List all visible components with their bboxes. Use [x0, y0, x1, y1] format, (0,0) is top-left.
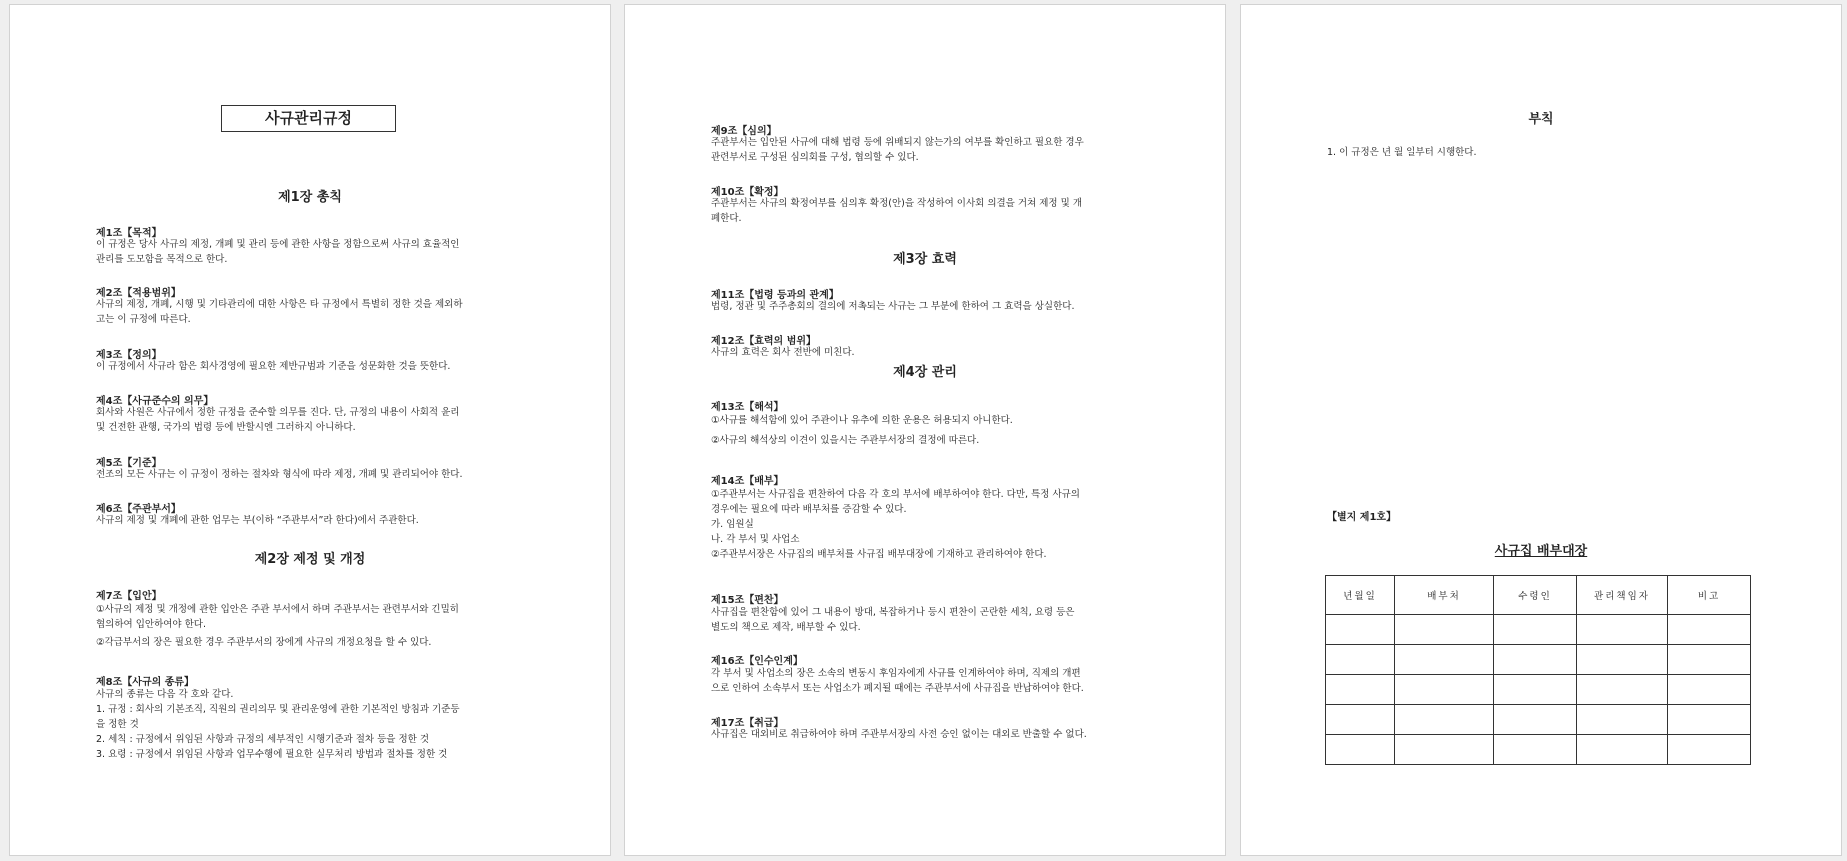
column-header-manager: 관리책임자	[1577, 576, 1668, 615]
article-11-body	[711, 299, 1151, 314]
article-15-body	[711, 605, 1151, 635]
column-header-recipient-dept: 배부처	[1395, 576, 1494, 615]
article-9-body	[711, 135, 1151, 165]
article-10-heading: 제10조【확정】	[711, 187, 784, 198]
text-line: 및 건전한 관행, 국가의 법령 등에 반할시엔 그러하지 아니하다.	[96, 422, 356, 433]
text-line: ①사규를 해석함에 있어 주관이나 유추에 의한 운용은 허용되지 아니한다.	[711, 415, 1013, 426]
table-row	[1326, 675, 1751, 705]
text-line: 으로 인하여 소속부서 또는 사업소가 폐지될 때에는 주관부서에 사규집을 반납하여야 한다.	[711, 683, 1084, 694]
text-line: 관련부서로 구성된 심의회를 구성, 협의할 수 있다.	[711, 152, 919, 163]
text-line: 주관부서는 입안된 사규에 대해 법령 등에 위배되지 않는가의 여부를 확인하고 필요한 경우	[711, 137, 1084, 148]
text-line: 고는 이 규정에 따른다.	[96, 314, 191, 325]
distribution-register-table	[1325, 575, 1751, 765]
text-line: 3. 요령 : 규정에서 위임된 사항과 업무수행에 필요한 실무처리 방법과 절차를 정한 것	[96, 749, 448, 760]
article-14-heading: 제14조【배부】	[711, 476, 784, 487]
article-3-heading: 제3조【정의】	[96, 350, 162, 361]
article-2-body	[96, 297, 536, 327]
text-line: ②사규의 해석상의 이견이 있을시는 주관부서장의 결정에 따른다.	[711, 435, 980, 446]
text-line: 각 부서 및 사업소의 장은 소속의 변동시 후임자에게 사규를 인계하여야 하며, 직제의 개편	[711, 668, 1081, 679]
text-line: 주관부서는 사규의 확정여부를 심의후 확정(안)을 작성하여 이사회 의결을 거쳐 제정 및 개	[711, 198, 1083, 209]
text-line: 2. 세칙 : 규정에서 위임된 사항과 규정의 세부적인 시행기준과 절차 등을 정한 것	[96, 734, 429, 745]
article-8-heading: 제8조【사규의 종류】	[96, 677, 195, 688]
chapter-4-heading: 제4장 관리	[893, 365, 957, 380]
text-line: ②주관부서장은 사규집의 배부처를 사규집 배부대장에 기재하고 관리하여야 한다.	[711, 549, 1047, 560]
text-line: 이 규정은 당사 사규의 제정, 개폐 및 관리 등에 관한 사항을 정함으로써 사규의 효율적인	[96, 239, 460, 250]
text-line: 사규의 효력은 회사 전반에 미친다.	[711, 347, 855, 358]
table-row	[1326, 735, 1751, 765]
article-2-heading: 제2조【적용범위】	[96, 288, 181, 299]
text-line: 관리를 도모함을 목적으로 한다.	[96, 254, 228, 265]
table-row	[1326, 705, 1751, 735]
text-line: 사규의 종류는 다음 각 호와 같다.	[96, 689, 234, 700]
text-line: 이 규정에서 사규라 함은 회사경영에 필요한 제반규범과 기준을 성문화한 것을 뜻한다.	[96, 361, 451, 372]
text-line: 법령, 정관 및 주주총회의 결의에 저촉되는 사규는 그 부분에 한하여 그 효력을 상실한다.	[711, 301, 1075, 312]
text-line: 가. 임원실	[711, 519, 754, 530]
article-13-body	[711, 413, 1151, 448]
supplement-heading: 부칙	[1528, 112, 1554, 127]
article-5-body	[96, 467, 536, 482]
table-row	[1326, 645, 1751, 675]
article-10-body	[711, 196, 1151, 226]
article-11-heading: 제11조【법령 등과의 관계】	[711, 290, 839, 301]
table-row	[1326, 615, 1751, 645]
text-line: 사규의 제정 및 개폐에 관한 업무는 부(이하 “주관부서”라 한다)에서 주관한다.	[96, 515, 419, 526]
form-label: 【별지 제1호】	[1327, 512, 1397, 523]
article-4-heading: 제4조【사규준수의 의무】	[96, 396, 214, 407]
article-15-heading: 제15조【편찬】	[711, 595, 784, 606]
text-line: 폐한다.	[711, 213, 742, 224]
chapter-1-heading: 제1장 총칙	[278, 190, 342, 205]
article-16-heading: 제16조【인수인계】	[711, 656, 803, 667]
article-13-heading: 제13조【해석】	[711, 402, 784, 413]
text-line: 전조의 모든 사규는 이 규정이 정하는 절차와 형식에 따라 제정, 개폐 및 관리되어야 한다.	[96, 469, 463, 480]
text-line: 1. 규정 : 회사의 기본조직, 직원의 권리의무 및 관리운영에 관한 기본적인 방침과 기준등	[96, 704, 460, 715]
text-line: 사규집을 편찬함에 있어 그 내용이 방대, 복잡하거나 등시 편찬이 곤란한 세칙, 요령 등은	[711, 607, 1075, 618]
article-17-body	[711, 727, 1151, 742]
text-line: 별도의 책으로 제작, 배부할 수 있다.	[711, 622, 861, 633]
article-9-heading: 제9조【심의】	[711, 126, 777, 137]
article-3-body	[96, 359, 536, 374]
text-line: 사규의 제정, 개폐, 시행 및 기타관리에 대한 사항은 타 규정에서 특별히 정한 것을 제외하	[96, 299, 463, 310]
article-12-heading: 제12조【효력의 범위】	[711, 336, 817, 347]
article-6-heading: 제6조【주관부서】	[96, 504, 181, 515]
text-line: 나. 각 부서 및 사업소	[711, 534, 800, 545]
column-header-date: 년월일	[1326, 576, 1395, 615]
chapter-2-heading: 제2장 제정 및 개정	[254, 552, 366, 567]
article-4-body	[96, 405, 536, 435]
text-line: ②각급부서의 장은 필요한 경우 주관부서의 장에게 사규의 개정요청을 할 수 있다.	[96, 637, 432, 648]
column-header-receiver: 수령인	[1494, 576, 1577, 615]
chapter-3-heading: 제3장 효력	[893, 252, 957, 267]
distribution-register-title: 사규집 배부대장	[1494, 544, 1588, 559]
text-line: 경우에는 필요에 따라 배부처를 증감할 수 있다.	[711, 504, 907, 515]
document-title: 사규관리규정	[221, 105, 396, 132]
document-page-3	[1240, 4, 1842, 856]
article-1-heading: 제1조【목적】	[96, 228, 162, 239]
article-5-heading: 제5조【기준】	[96, 458, 162, 469]
article-6-body	[96, 513, 536, 528]
article-8-body	[96, 687, 536, 762]
article-14-body	[711, 487, 1151, 562]
supplement-text: 1. 이 규정은 년 월 일부터 시행한다.	[1327, 147, 1477, 158]
text-line: ①주관부서는 사규집을 편찬하여 다음 각 호의 부서에 배부하여야 한다. 다만, 특정 사규의	[711, 489, 1080, 500]
text-line: 협의하여 입안하여야 한다.	[96, 619, 207, 630]
article-1-body	[96, 237, 536, 267]
article-16-body	[711, 666, 1151, 696]
text-line: 을 정한 것	[96, 719, 139, 730]
document-page-1	[9, 4, 611, 856]
text-line: 사규집은 대외비로 취급하여야 하며 주관부서장의 사전 승인 없이는 대외로 반출할 수 없다.	[711, 729, 1087, 740]
text-line: ①사규의 제정 및 개정에 관한 입안은 주관 부서에서 하며 주관부서는 관련부서와 긴밀히	[96, 604, 459, 615]
article-7-heading: 제7조【입안】	[96, 591, 162, 602]
article-12-body	[711, 345, 1151, 360]
table-header-row	[1326, 576, 1751, 615]
article-7-body	[96, 602, 536, 650]
document-page-2	[624, 4, 1226, 856]
article-17-heading: 제17조【취급】	[711, 718, 784, 729]
column-header-remarks: 비고	[1668, 576, 1751, 615]
text-line: 회사와 사원은 사규에서 정한 규정을 준수할 의무를 진다. 단, 규정의 내용이 사회적 윤리	[96, 407, 460, 418]
